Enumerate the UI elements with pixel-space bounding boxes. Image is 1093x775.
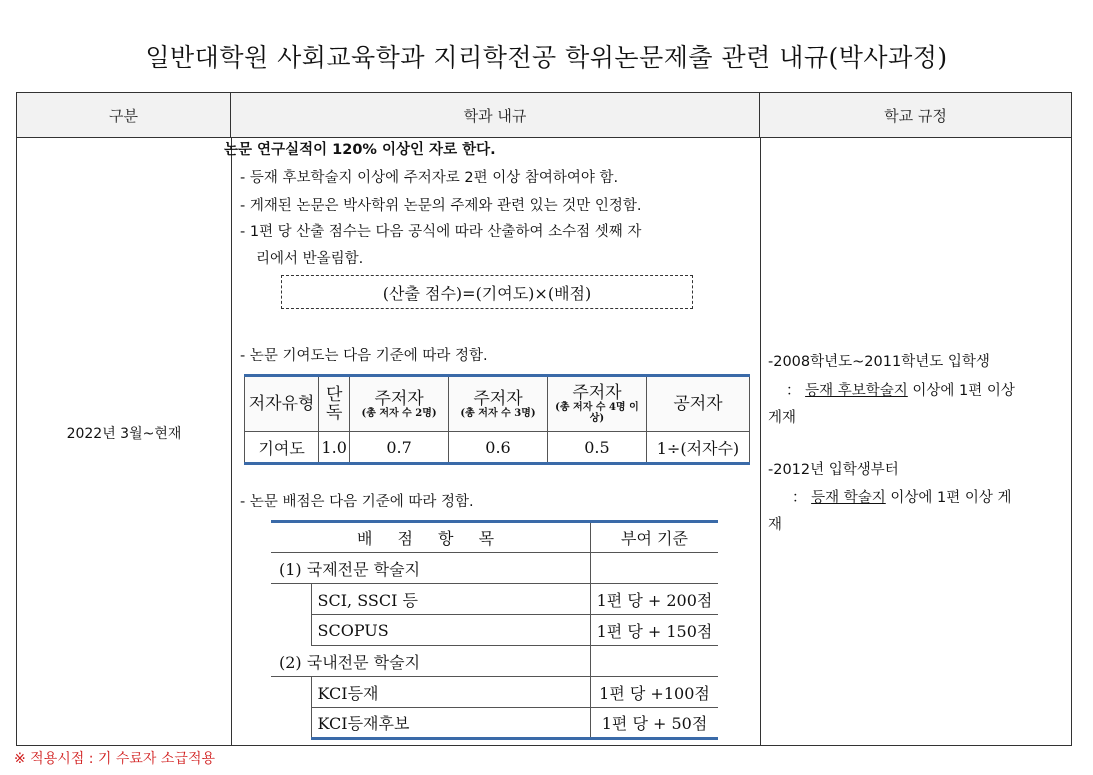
school-rule-2-end: 재 bbox=[768, 517, 783, 533]
rule-line-3b: 리에서 반올림함. bbox=[256, 251, 364, 267]
contrib-value-main2: 0.7 bbox=[350, 432, 449, 464]
school-rule-1-title: -2008학년도~2011학년도 입학생 bbox=[768, 354, 990, 370]
rule-line-2: - 게재된 논문은 박사학위 논문의 주제와 관련 있는 것만 인정함. bbox=[240, 198, 642, 214]
score-item-name: KCI등재 bbox=[311, 677, 591, 708]
score-blank-cell bbox=[591, 553, 718, 584]
document-title: 일반대학원 사회교육학과 지리학전공 학위논문제출 관련 내규(박사과정) bbox=[145, 43, 948, 72]
score-item-points: 1편 당 +100점 bbox=[591, 677, 718, 708]
school-rule-1-body: ： 등재 후보학술지 이상에 1편 이상 bbox=[786, 383, 1015, 399]
score-header-item: 배 점 항 목 bbox=[271, 522, 591, 553]
header-category: 구분 bbox=[17, 93, 231, 138]
score-blank-cell bbox=[591, 646, 718, 677]
rule-line-3a: - 1편 당 산출 점수는 다음 공식에 따라 산출하여 소수점 셋째 자 bbox=[240, 224, 642, 240]
contrib-row-label: 기여도 bbox=[245, 432, 319, 464]
school-rule-2-body: ： 등재 학술지 이상에 1편 이상 게 bbox=[792, 490, 1012, 506]
school-rule-1-end: 게재 bbox=[768, 410, 797, 426]
contribution-intro: - 논문 기여도는 다음 기준에 따라 정함. bbox=[240, 348, 488, 364]
contrib-header-main4: 주저자 (총 저자 수 4명 이상) bbox=[547, 376, 646, 432]
score-item-points: 1편 당 + 150점 bbox=[591, 615, 718, 646]
contrib-header-co: 공저자 bbox=[646, 376, 749, 432]
rule-line-1: - 등재 후보학술지 이상에 주저자로 2편 이상 참여하여야 함. bbox=[240, 170, 619, 186]
contrib-header-main2: 주저자 (총 저자 수 2명) bbox=[350, 376, 449, 432]
score-category-international: (1) 국제전문 학술지 bbox=[271, 553, 591, 584]
period-cell: 2022년 3월~현재 bbox=[66, 426, 182, 442]
contrib-value-main3: 0.6 bbox=[449, 432, 548, 464]
dept-rules-heading: 논문 연구실적이 120% 이상인 자로 한다. bbox=[224, 142, 496, 158]
score-item-points: 1편 당 + 50점 bbox=[591, 708, 718, 739]
header-school-rules: 학교 규정 bbox=[760, 93, 1071, 138]
school-rule-1-journal: 등재 후보학술지 bbox=[805, 383, 908, 399]
column-divider bbox=[231, 138, 232, 745]
score-item-name: KCI등재후보 bbox=[311, 708, 591, 739]
contribution-table bbox=[244, 374, 750, 465]
school-rule-2-journal: 등재 학술지 bbox=[811, 490, 886, 506]
score-item-name: SCI, SSCI 등 bbox=[311, 584, 591, 615]
footnote: ※ 적용시점 : 기 수료자 소급적용 bbox=[14, 751, 215, 767]
score-header-criteria: 부여 기준 bbox=[591, 522, 718, 553]
score-item-points: 1편 당 + 200점 bbox=[591, 584, 718, 615]
column-divider bbox=[760, 138, 761, 745]
score-item-name: SCOPUS bbox=[311, 615, 591, 646]
score-table bbox=[271, 520, 718, 740]
header-dept-rules: 학과 내규 bbox=[231, 93, 760, 138]
contrib-value-main4: 0.5 bbox=[547, 432, 646, 464]
contrib-value-solo: 1.0 bbox=[319, 432, 350, 464]
contrib-value-co: 1÷(저자수) bbox=[646, 432, 749, 464]
school-rule-2-title: -2012년 입학생부터 bbox=[768, 462, 899, 478]
contrib-header-main3: 주저자 (총 저자 수 3명) bbox=[449, 376, 548, 432]
score-intro: - 논문 배점은 다음 기준에 따라 정함. bbox=[240, 494, 474, 510]
score-category-domestic: (2) 국내전문 학술지 bbox=[271, 646, 591, 677]
score-formula: (산출 점수)=(기여도)×(배점) bbox=[281, 275, 693, 309]
contrib-header-solo: 단독 bbox=[319, 376, 350, 432]
contrib-header-type: 저자유형 bbox=[245, 376, 319, 432]
